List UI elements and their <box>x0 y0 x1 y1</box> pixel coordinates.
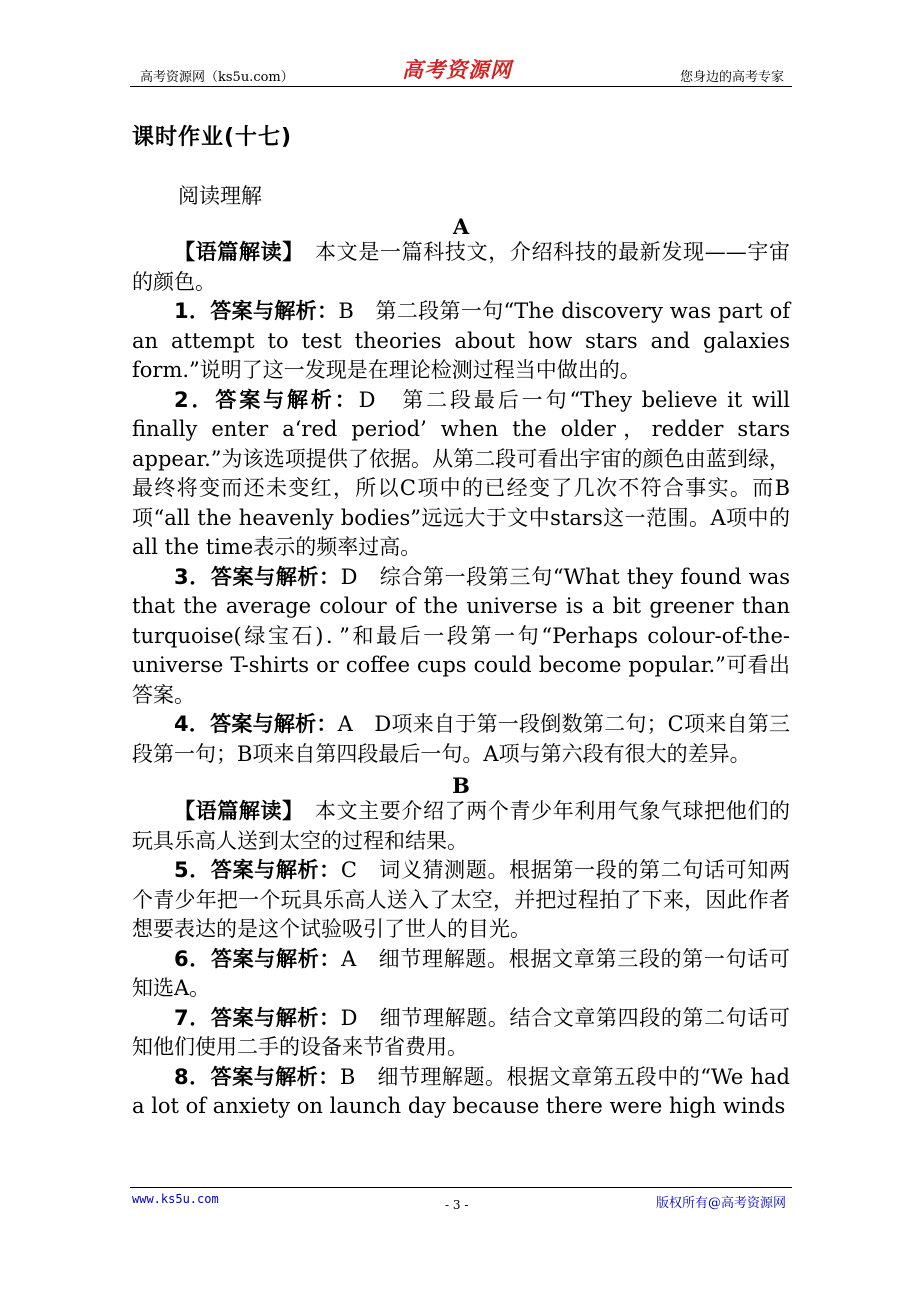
page-title: 课时作业(十七) <box>132 125 293 150</box>
header-slogan: 您身边的高考专家 <box>679 70 784 85</box>
passage-a-letter: A <box>452 214 470 239</box>
passage-b-letter: B <box>452 773 470 798</box>
header-site-name: 高考资源网（ks5u.com） <box>140 70 294 85</box>
answer-5 <box>132 856 790 945</box>
answer-6 <box>132 945 790 1004</box>
answer-text: D 第二段最后一句“They believe it will finally enter a‘red period’ when the older，redder stars appear.”为该选项提供了依据。从第二段可看出宇宙的颜色由蓝到绿，最终将变而还未变红，所以C项中的已经变了几次不符合事实。而B项“all the heavenly bodies”远远大于文中stars这一范围。A项中的all the time表示的频率过高。 <box>132 387 790 559</box>
answer-label: 2．答案与解析： <box>174 387 359 412</box>
summary-text: 本文主要介绍了两个青少年利用气象气球把他们的玩具乐高人送到太空的过程和结果。 <box>132 799 790 853</box>
header-logo: 高考资源网 <box>402 58 512 82</box>
footer-divider <box>130 1187 792 1188</box>
footer-copyright: 版权所有@高考资源网 <box>655 1196 786 1211</box>
answer-label: 5．答案与解析： <box>174 858 341 882</box>
page-number: - 3 - <box>445 1198 469 1212</box>
footer-site-link[interactable]: www.ks5u.com <box>132 1192 219 1206</box>
answer-text: D 细节理解题。结合文章第四段的第二句话可知他们使用二手的设备来节省费用。 <box>132 1005 790 1059</box>
answer-text: A D项来自于第一段倒数第二句；C项来自第三段第一句；B项来自第四段最后一句。A项与第六段有很大的差异。 <box>132 712 790 766</box>
answer-text: A 细节理解题。根据文章第三段的第一句话可知选A。 <box>132 946 790 1000</box>
answer-label: 1．答案与解析： <box>174 299 339 323</box>
summary-label: 【语篇解读】 <box>174 240 294 264</box>
answer-text: D 综合第一段第三句“What they found was that the average colour of the universe is a bit greener than turquoise(绿宝石)．”和最后一段第一句“Perhaps colour-of-the-universe T-shirts or coffee cups could become popular.”可看出答案。 <box>132 564 790 707</box>
answer-8 <box>132 1063 790 1122</box>
answer-3 <box>132 563 790 711</box>
answer-label: 4．答案与解析： <box>174 712 338 736</box>
answer-7 <box>132 1004 790 1063</box>
answer-label: 8．答案与解析： <box>174 1064 340 1089</box>
page-header <box>132 54 792 88</box>
section-heading: 阅读理解 <box>178 184 262 208</box>
answer-text: B 细节理解题。根据文章第五段中的“We had a lot of anxiety on launch day because there were high winds <box>132 1064 790 1118</box>
answer-1 <box>132 297 790 386</box>
passage-b-summary <box>132 797 790 856</box>
header-divider <box>130 86 792 87</box>
answer-4 <box>132 710 790 769</box>
summary-text: 本文是一篇科技文，介绍科技的最新发现——宇宙的颜色。 <box>132 240 790 294</box>
answer-text: C 词义猜测题。根据第一段的第二句话可知两个青少年把一个玩具乐高人送入了太空，并把过程拍了下来，因此作者想要表达的是这个试验吸引了世人的目光。 <box>132 858 790 941</box>
summary-label: 【语篇解读】 <box>174 799 294 823</box>
answer-label: 6．答案与解析： <box>174 946 342 971</box>
answer-text: B 第二段第一句“The discovery was part of an attempt to test theories about how stars and galaxies form.”说明了这一发现是在理论检测过程当中做出的。 <box>132 299 790 382</box>
passage-a-summary <box>132 238 790 297</box>
document-body <box>132 118 790 1122</box>
answer-label: 7．答案与解析： <box>174 1005 341 1030</box>
answer-label: 3．答案与解析： <box>174 564 341 589</box>
answer-2 <box>132 386 790 563</box>
